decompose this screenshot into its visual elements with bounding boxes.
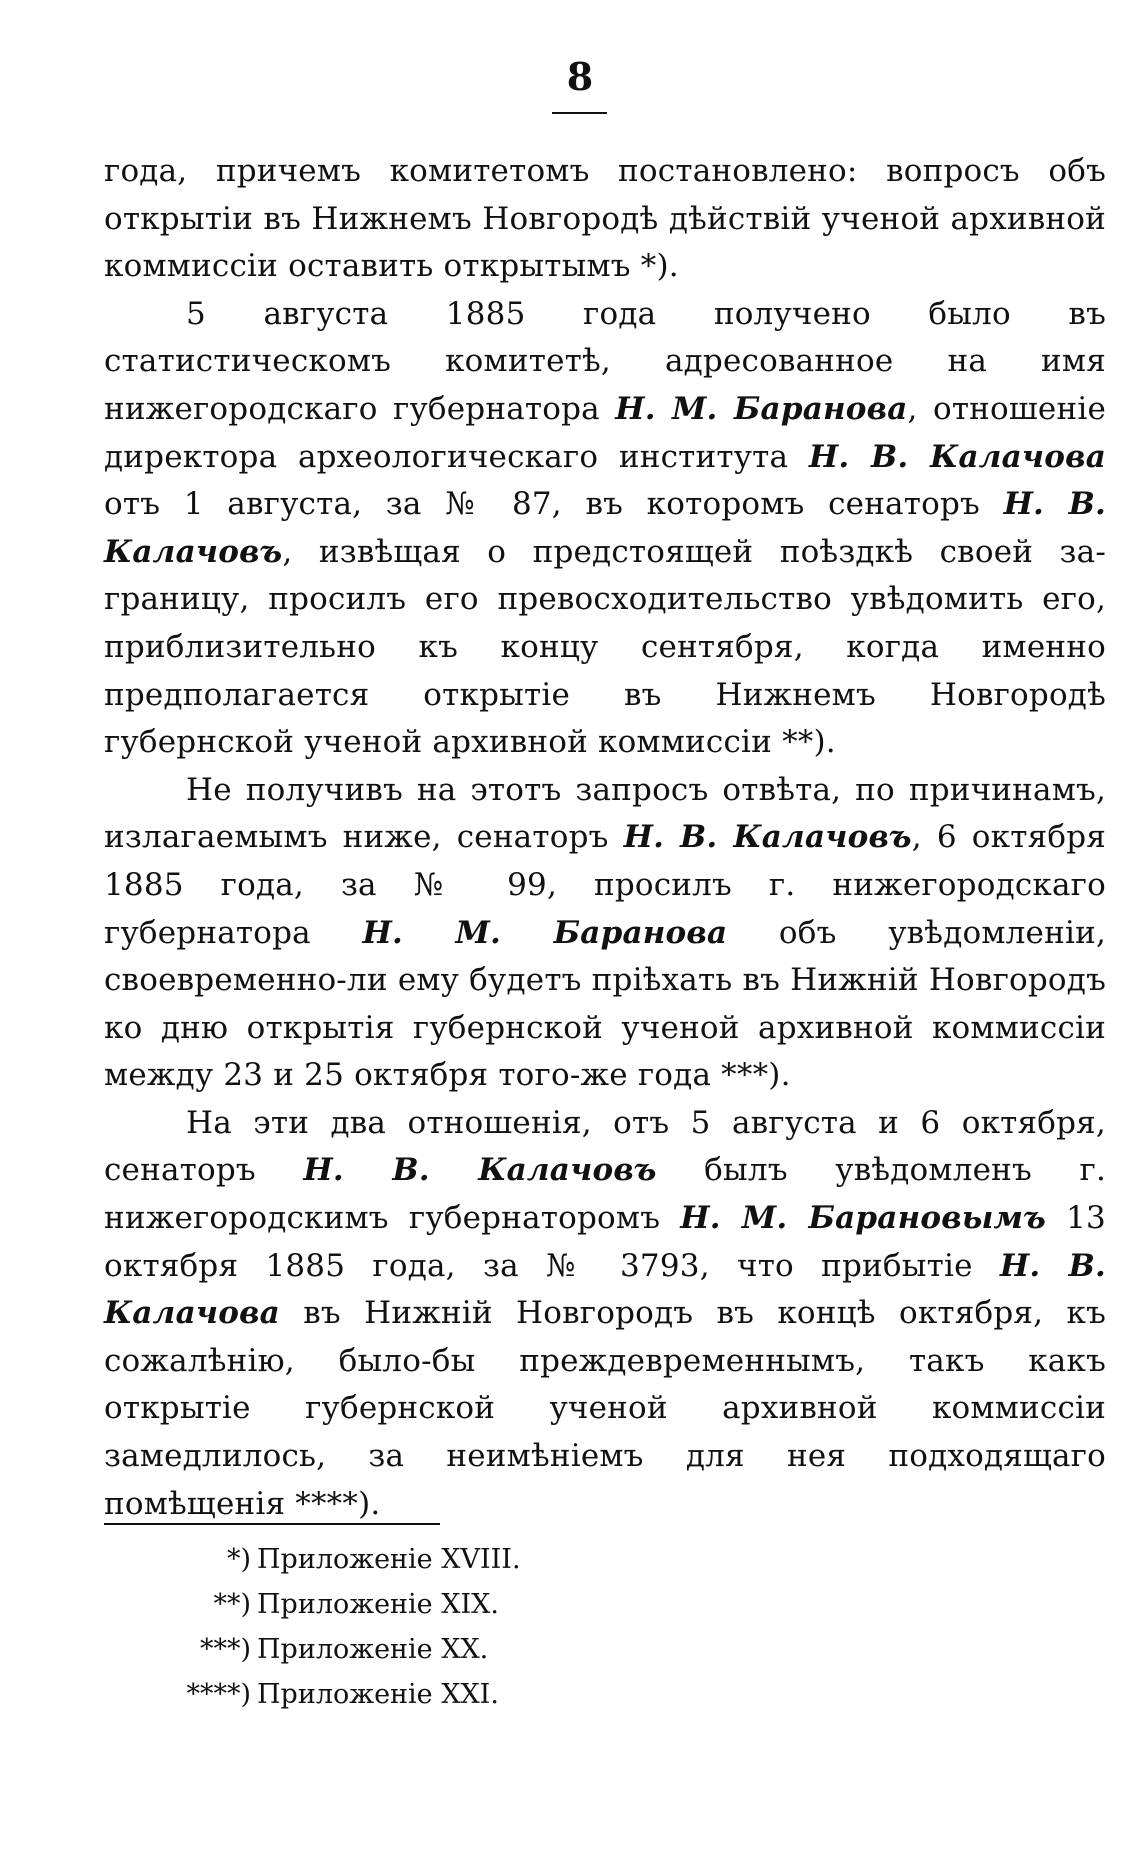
footnote-text: Приложеніе XIX.	[257, 1589, 499, 1620]
person-name-baranov: Н. М. Барановымъ	[680, 1200, 1046, 1237]
footnote-text: Приложеніе XX.	[257, 1634, 489, 1665]
paragraph-2-text-b: , отношеніе директора археологическаго института	[104, 390, 1107, 475]
paragraph-4-text-b: былъ увѣдомленъ г. нижегородскимъ губернаторомъ	[104, 1152, 1107, 1237]
footnote-mark: *)	[226, 1544, 251, 1575]
person-name-kalachov: Н. В. Калачова	[104, 1247, 1106, 1332]
person-name-kalachov: Н. В. Калачова	[808, 438, 1106, 475]
person-name-kalachov: Н. В. Калачовъ	[303, 1152, 657, 1189]
footnotes	[104, 1537, 574, 1717]
paragraph-3-text-b: , 6 октября 1885 года, за № 99, просилъ г. нижегородскаго губернатора	[104, 819, 1107, 951]
paragraph-4-text-c: 13 октября 1885 года, за № 3793, что прибытіе	[104, 1200, 1106, 1284]
body-text	[104, 148, 1106, 1528]
footnote-mark: ****)	[186, 1679, 251, 1710]
footnote-text: Приложеніе XVIII.	[257, 1544, 521, 1575]
person-name-kalachov: Н. В. Калачовъ	[623, 819, 912, 856]
paragraph-1: года, причемъ комитетомъ постановлено: вопросъ объ открытіи въ Нижнемъ Новгородѣ дѣйствій ученой архивной коммиссіи оставить открытымъ *).	[104, 153, 1106, 285]
footnote-text: Приложеніе XXI.	[257, 1679, 499, 1710]
paragraph-3-text-a: Не получивъ на этотъ запросъ отвѣта, по причинамъ, излагаемымъ ниже, сенаторъ	[104, 771, 1106, 856]
paragraph-2	[104, 291, 1106, 767]
footnote	[104, 1627, 574, 1672]
paragraph-3-text-c: объ увѣдомленіи, своевременно-ли ему будетъ пріѣхать въ Нижній Новгородъ ко дню открытія губернской ученой архивной коммиссіи между 23 и 25 октября того-же года ***).	[104, 914, 1106, 1094]
person-name-baranov: Н. М. Баранова	[615, 390, 908, 427]
page-number-rule	[552, 112, 607, 114]
paragraph-2-text-a: 5 августа 1885 года получено было въ статистическомъ комитетѣ, адресованное на имя нижегородскаго губернатора	[104, 295, 1106, 427]
paragraph-4-text-d: въ Нижній Новгородъ въ концѣ октября, къ сожалѣнію, было-бы преждевременнымъ, такъ какъ открытіе губернской ученой архивной коммиссіи замедлилось, за неимѣніемъ для нея подходящаго помѣщенія ****).	[104, 1295, 1106, 1522]
person-name-baranov: Н. М. Баранова	[362, 914, 728, 951]
paragraph-2-text-c: отъ 1 августа, за № 87, въ которомъ сенаторъ	[104, 486, 1004, 523]
footnote-mark: ***)	[199, 1634, 251, 1665]
footnote	[104, 1537, 574, 1582]
person-name-kalachov: Н. В. Калачовъ	[104, 486, 1107, 570]
paragraph-2-text-d: , извѣщая о предстоящей поѣздкѣ своей за-границу, просилъ его превосходительство увѣдомить его, приблизительно къ концу сентября, когда именно предполагается открытіе въ Нижнемъ Новгородѣ губернской ученой архивной коммиссіи **).	[104, 533, 1106, 761]
paragraph-3	[104, 767, 1106, 1100]
footnote	[104, 1672, 574, 1717]
page-number: 8	[566, 54, 594, 99]
footnote-mark: **)	[213, 1589, 251, 1620]
paragraph-4-text-a: На эти два отношенія, отъ 5 августа и 6 октября, сенаторъ	[104, 1104, 1106, 1189]
paragraph-4	[104, 1100, 1106, 1528]
footnote	[104, 1582, 574, 1627]
footnote-rule	[104, 1523, 440, 1525]
